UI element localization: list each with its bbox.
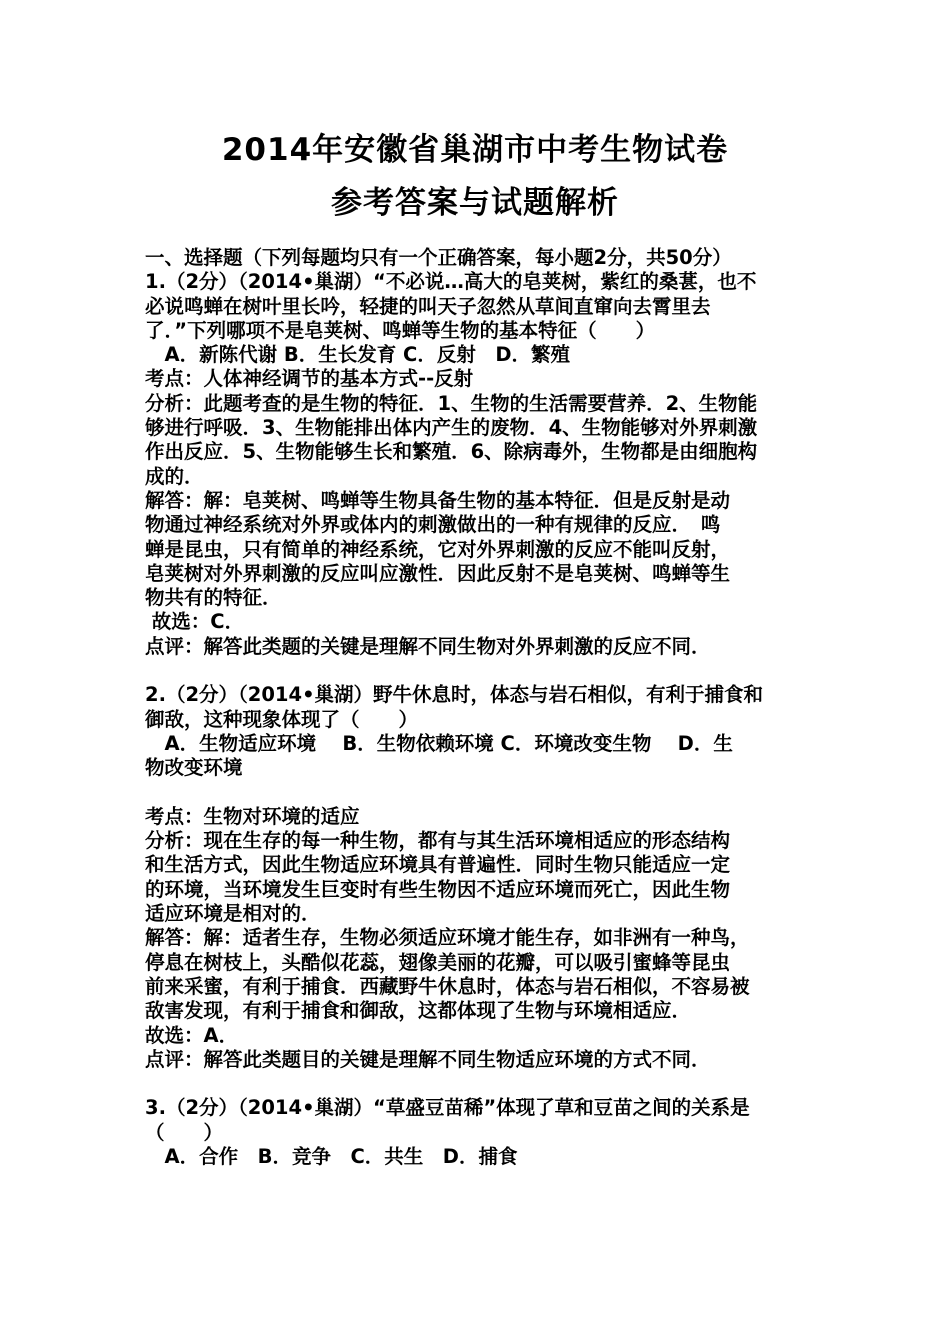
- question-stem-line: 3.（2分）（2014•巢湖）“草盛豆苗稀”体现了草和豆苗之间的关系是: [145, 1096, 750, 1120]
- kaodian-line: 考点：生物对环境的适应: [145, 804, 360, 828]
- question-1: [145, 270, 815, 659]
- question-stem-line: 御敌，这种现象体现了（ ）: [145, 707, 419, 731]
- spacer: [145, 659, 815, 683]
- document-title: 2014年安徽省巢湖市中考生物试卷: [221, 132, 729, 168]
- fenxi-line: 成的．: [145, 464, 204, 488]
- question-options: A．生物适应环境 B．生物依赖环境 C．环境改变生物 D．生: [145, 731, 733, 755]
- fenxi-line: 和生活方式，因此生物适应环境具有普遍性．同时生物只能适应一定: [145, 853, 731, 877]
- fenxi-line: 分析：此题考查的是生物的特征．1、生物的生活需要营养．2、生物能: [145, 391, 758, 415]
- spacer: [145, 781, 815, 805]
- kaodian-line: 考点：人体神经调节的基本方式--反射: [145, 367, 474, 391]
- question-stem-line: 2.（2分）（2014•巢湖）野牛休息时，体态与岩石相似，有利于捕食和: [145, 683, 764, 707]
- question-3: [145, 1096, 815, 1169]
- jieda-line: 敌害发现，有利于捕食和御敌，这都体现了生物与环境相适应．: [145, 999, 692, 1023]
- comment-line: 点评：解答此类题的关键是理解不同生物对外界刺激的反应不同．: [145, 634, 711, 658]
- document-subtitle: 参考答案与试题解析: [331, 185, 619, 221]
- jieda-line: 停息在树枝上，头酷似花蕊，翅像美丽的花瓣，可以吸引蜜蜂等昆虫: [145, 950, 731, 974]
- fenxi-line: 适应环境是相对的．: [145, 902, 321, 926]
- fenxi-line: 够进行呼吸．3、生物能排出体内产生的废物．4、生物能够对外界刺激: [145, 416, 758, 440]
- document-body: [145, 246, 815, 1169]
- jieda-line: 解答：解：皂荚树、鸣蝉等生物具备生物的基本特征．但是反射是动: [145, 488, 731, 512]
- spacer: [145, 1072, 815, 1096]
- fenxi-line: 分析：现在生存的每一种生物，都有与其生活环境相适应的形态结构: [145, 829, 731, 853]
- question-stem-line: 1.（2分）（2014•巢湖）“不必说…高大的皂荚树，紫红的桑葚，也不: [145, 270, 757, 294]
- question-stem-line: 必说鸣蝉在树叶里长吟，轻捷的叫天子忽然从草间直窜向去霄里去: [145, 294, 711, 318]
- section-heading: 一、选择题（下列每题均只有一个正确答案，每小题2分，共50分）: [145, 246, 732, 269]
- question-2: [145, 683, 815, 1072]
- jieda-line: 皂荚树对外界刺激的反应叫应激性．因此反射不是皂荚树、鸣蝉等生: [145, 561, 731, 585]
- answer-line: 故选：C．: [145, 610, 245, 634]
- question-stem-line: （ ）: [145, 1120, 224, 1144]
- answer-line: 故选：A．: [145, 1023, 239, 1047]
- question-options: 物改变环境: [145, 756, 243, 780]
- fenxi-line: 作出反应．5、生物能够生长和繁殖．6、除病毒外，生物都是由细胞构: [145, 440, 758, 464]
- question-stem-line: 了．”下列哪项不是皂荚树、鸣蝉等生物的基本特征（ ）: [145, 318, 656, 342]
- jieda-line: 解答：解：适者生存，生物必须适应环境才能生存，如非洲有一种鸟，: [145, 926, 750, 950]
- question-options: A．合作 B．竞争 C．共生 D．捕食: [145, 1144, 518, 1168]
- jieda-line: 物通过神经系统对外界或体内的刺激做出的一种有规律的反应． 鸣: [145, 513, 721, 537]
- question-options: A．新陈代谢 B．生长发育 C．反射 D．繁殖: [145, 343, 571, 367]
- fenxi-line: 的环境，当环境发生巨变时有些生物因不适应环境而死亡，因此生物: [145, 877, 731, 901]
- jieda-line: 物共有的特征．: [145, 586, 282, 610]
- jieda-line: 前来采蜜，有利于捕食．西藏野牛休息时，体态与岩石相似，不容易被: [145, 974, 750, 998]
- jieda-line: 蝉是昆虫，只有简单的神经系统，它对外界刺激的反应不能叫反射，: [145, 537, 731, 561]
- comment-line: 点评：解答此类题目的关键是理解不同生物适应环境的方式不同．: [145, 1047, 711, 1071]
